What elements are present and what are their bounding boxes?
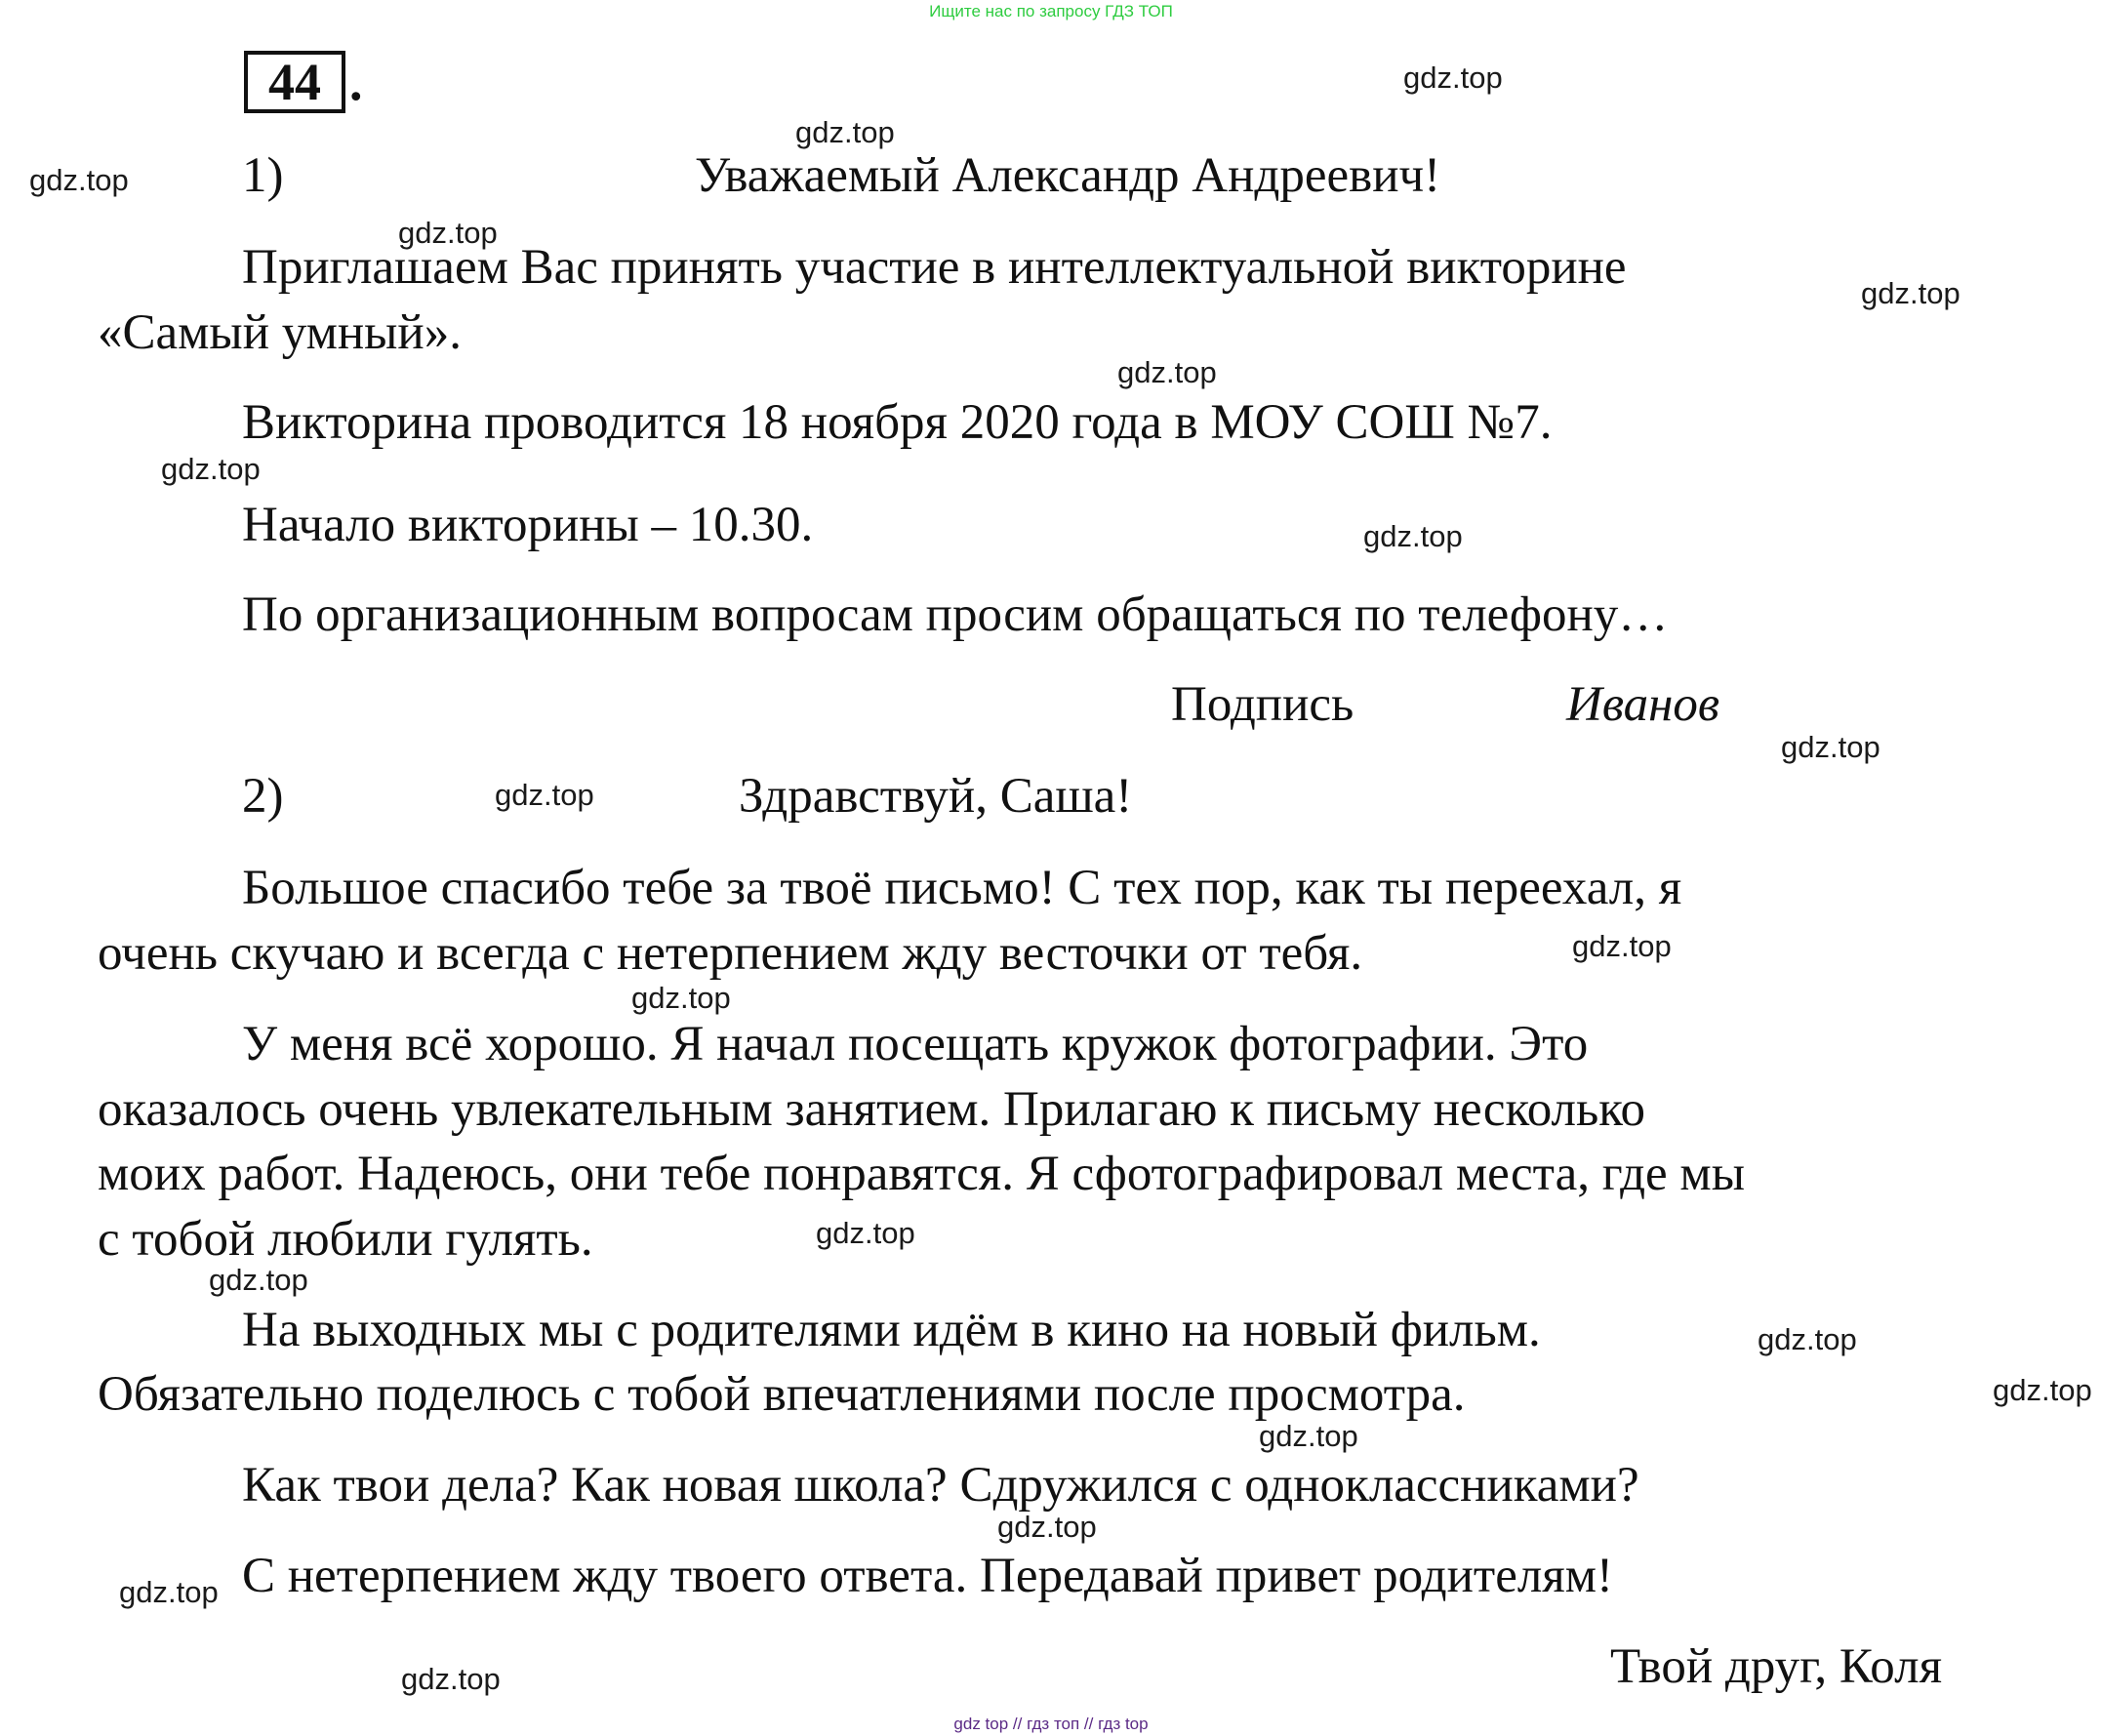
letter2-paragraph1-line1: Большое спасибо тебе за твоё письмо! С тех пор, как ты переехал, я bbox=[242, 861, 1682, 915]
watermark: gdz.top bbox=[1403, 61, 1503, 95]
watermark: gdz.top bbox=[1861, 276, 1961, 310]
watermark: gdz.top bbox=[795, 115, 895, 149]
top-banner: Ищите нас по запросу ГДЗ ТОП bbox=[929, 2, 1173, 20]
letter2-paragraph5: С нетерпением жду твоего ответа. Передавай привет родителям! bbox=[242, 1549, 1613, 1603]
letter1-signature-name: Иванов bbox=[1566, 677, 1720, 732]
letter2-paragraph2-line2: оказалось очень увлекательным занятием. Прилагаю к письму несколько bbox=[98, 1082, 1645, 1137]
watermark: gdz.top bbox=[1259, 1419, 1358, 1453]
letter2-marker: 2) bbox=[242, 769, 284, 824]
watermark: gdz.top bbox=[1572, 929, 1672, 963]
watermark: gdz.top bbox=[1363, 519, 1463, 553]
watermark: gdz.top bbox=[401, 1662, 501, 1696]
bottom-banner: gdz top // гдз топ // гдз top bbox=[953, 1715, 1149, 1733]
watermark: gdz.top bbox=[209, 1263, 308, 1297]
letter2-paragraph3-line1: На выходных мы с родителями идём в кино на новый фильм. bbox=[242, 1303, 1541, 1357]
letter2-greeting: Здравствуй, Саша! bbox=[739, 769, 1133, 824]
watermark: gdz.top bbox=[1781, 730, 1880, 764]
letter1-paragraph4: По организационным вопросам просим обращаться по телефону… bbox=[242, 587, 1669, 642]
watermark: gdz.top bbox=[1758, 1322, 1857, 1356]
watermark: gdz.top bbox=[495, 778, 594, 812]
letter1-paragraph3: Начало викторины – 10.30. bbox=[242, 498, 814, 552]
watermark: gdz.top bbox=[119, 1575, 219, 1609]
letter2-paragraph3-line2: Обязательно поделюсь с тобой впечатлениями после просмотра. bbox=[98, 1367, 1466, 1422]
exercise-number-dot: . bbox=[349, 53, 363, 111]
watermark: gdz.top bbox=[997, 1510, 1097, 1544]
letter1-greeting: Уважаемый Александр Андреевич! bbox=[695, 148, 1441, 203]
letter2-paragraph2-line3: моих работ. Надеюсь, они тебе понравятся. Я сфотографировал места, где мы bbox=[98, 1147, 1745, 1201]
watermark: gdz.top bbox=[631, 981, 731, 1015]
letter2-paragraph4: Как твои дела? Как новая школа? Сдружился с одноклассниками? bbox=[242, 1458, 1639, 1513]
letter1-marker: 1) bbox=[242, 148, 284, 203]
watermark: gdz.top bbox=[161, 452, 261, 486]
letter1-signature-label: Подпись bbox=[1171, 677, 1354, 732]
exercise-number: 44 bbox=[244, 51, 345, 113]
watermark: gdz.top bbox=[398, 216, 498, 250]
watermark: gdz.top bbox=[1993, 1373, 2092, 1407]
watermark: gdz.top bbox=[1117, 355, 1217, 389]
letter2-paragraph2-line1: У меня всё хорошо. Я начал посещать кружок фотографии. Это bbox=[242, 1017, 1589, 1071]
letter2-paragraph2-line4: с тобой любили гулять. bbox=[98, 1212, 593, 1267]
letter1-paragraph1-line2: «Самый умный». bbox=[98, 305, 462, 360]
letter2-closing: Твой друг, Коля bbox=[1610, 1639, 1943, 1694]
letter1-paragraph1-line1: Приглашаем Вас принять участие в интеллектуальной викторине bbox=[242, 240, 1627, 295]
watermark: gdz.top bbox=[816, 1216, 915, 1250]
watermark: gdz.top bbox=[29, 163, 129, 197]
letter2-paragraph1-line2: очень скучаю и всегда с нетерпением жду весточки от тебя. bbox=[98, 926, 1363, 981]
letter1-paragraph2: Викторина проводится 18 ноября 2020 года в МОУ СОШ №7. bbox=[242, 395, 1553, 450]
